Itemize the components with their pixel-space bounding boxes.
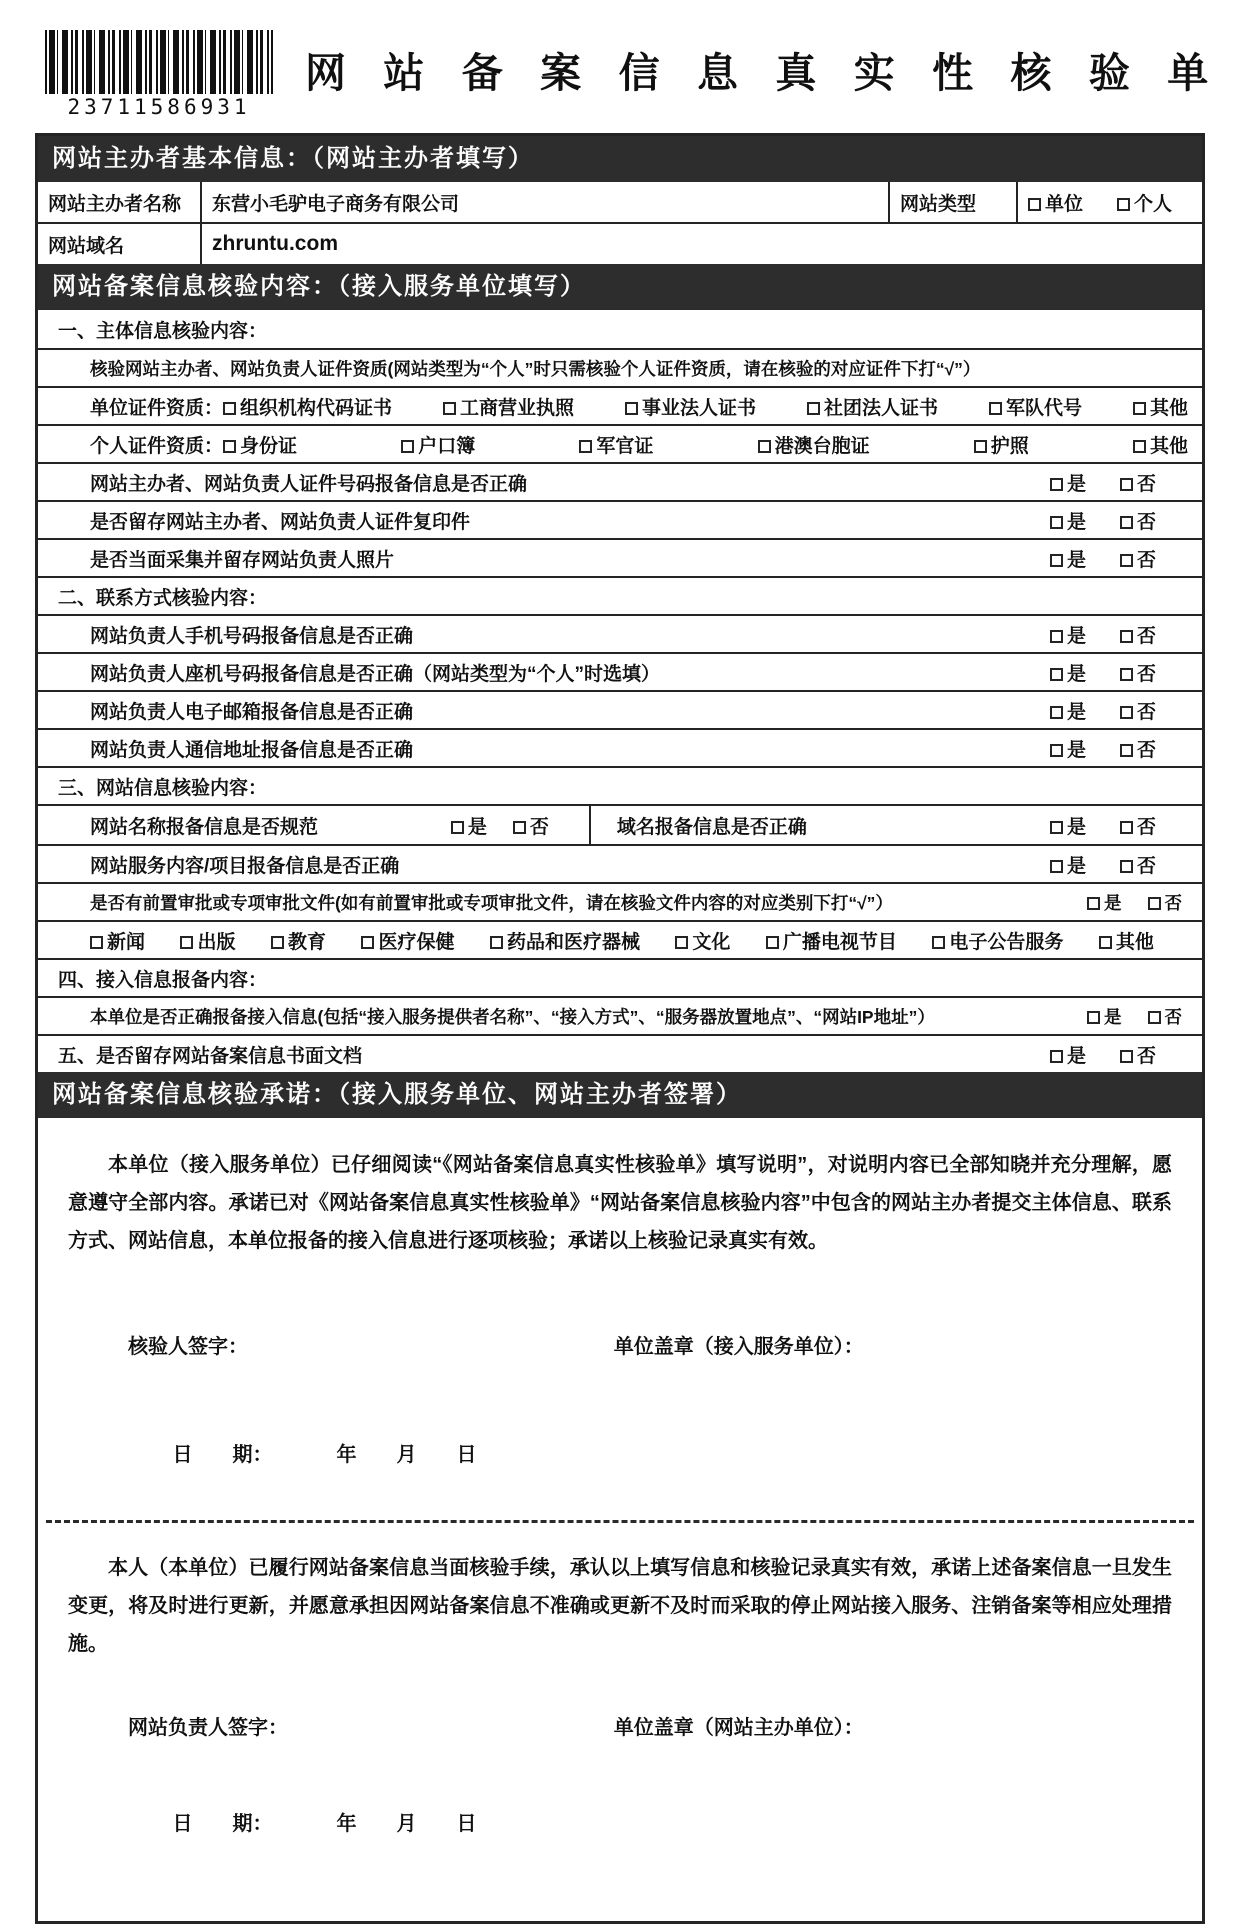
no-checkbox[interactable]: 否 (1148, 890, 1183, 915)
no-checkbox[interactable]: 否 (1120, 659, 1156, 686)
no-checkbox[interactable]: 否 (1120, 621, 1156, 648)
question-row-name-domain (38, 804, 1202, 844)
question-text: 是否有前置审批或专项审批文件(如有前置审批或专项审批文件，请在核验文件内容的对应类别下打“√”） (90, 892, 893, 913)
checkbox-icon[interactable] (1087, 1011, 1100, 1024)
checkbox-icon[interactable] (1120, 744, 1133, 757)
checkbox-icon[interactable] (807, 402, 820, 415)
unit-seal-label-organizer[interactable]: 单位盖章（网站主办单位）： (613, 1717, 864, 1739)
unit-cert-options (223, 393, 1202, 420)
checkbox-icon[interactable] (443, 402, 456, 415)
organizer-name-label: 网站主办者名称 (48, 193, 182, 215)
yes-checkbox[interactable]: 是 (1050, 469, 1086, 496)
question-row-pre-approval (38, 882, 1202, 920)
no-checkbox[interactable]: 否 (1120, 735, 1156, 762)
checkbox-icon[interactable] (1050, 860, 1063, 873)
question-row-address (38, 728, 1202, 766)
approval-option[interactable]: 新闻 (90, 927, 145, 954)
checkbox-icon[interactable] (989, 402, 1002, 415)
section-bar-verify-content: 网站备案信息核验内容：（接入服务单位填写） (38, 264, 1202, 310)
section2-title-row: 二、联系方式核验内容： (38, 576, 1202, 614)
checkbox-icon[interactable] (361, 936, 374, 949)
yes-no-group (1050, 735, 1156, 762)
checkbox-icon[interactable] (1148, 897, 1161, 910)
yes-checkbox[interactable]: 是 (451, 812, 487, 839)
personal-cert-option[interactable]: 户口簿 (401, 431, 475, 458)
signature-row-verifier (68, 1330, 1172, 1359)
unit-cert-option[interactable]: 组织机构代码证书 (223, 393, 392, 420)
checkbox-icon[interactable] (932, 936, 945, 949)
date-ymd[interactable]: 年 月 日 (336, 1444, 477, 1466)
question-row-cert-copy (38, 500, 1202, 538)
approval-option[interactable]: 出版 (180, 927, 235, 954)
unit-cert-label: 单位证件资质： (90, 397, 224, 419)
checkbox-icon[interactable] (1120, 478, 1133, 491)
approval-option[interactable]: 广播电视节目 (766, 927, 897, 954)
verifier-signature-label[interactable]: 核验人签字： (128, 1336, 248, 1358)
responsible-signature-label[interactable]: 网站负责人签字： (128, 1717, 288, 1739)
checkbox-icon[interactable] (1120, 630, 1133, 643)
checkbox-icon[interactable] (490, 936, 503, 949)
site-type-label: 网站类型 (888, 182, 1016, 222)
question-row-landline (38, 652, 1202, 690)
approval-category-row (38, 920, 1202, 958)
personal-cert-option[interactable]: 其他 (1133, 431, 1188, 458)
no-checkbox[interactable]: 否 (1120, 697, 1156, 724)
checkbox-icon[interactable] (271, 936, 284, 949)
question-text: 是否留存网站主办者、网站负责人证件复印件 (90, 511, 471, 533)
barcode-image (45, 30, 273, 94)
checkbox-icon[interactable] (1028, 198, 1041, 211)
yes-no-group (1050, 851, 1156, 878)
personal-cert-row (38, 424, 1202, 462)
site-type-option-unit[interactable]: 单位 (1028, 189, 1083, 216)
yes-checkbox[interactable]: 是 (1087, 1004, 1122, 1029)
barcode-number: 23711586931 (67, 95, 251, 119)
domain-row (38, 222, 1202, 264)
yes-checkbox[interactable]: 是 (1050, 659, 1086, 686)
checkbox-icon[interactable] (1050, 516, 1063, 529)
organizer-name-value[interactable]: 东营小毛驴电子商务有限公司 (200, 182, 888, 222)
question-text: 网站负责人手机号码报备信息是否正确 (90, 625, 414, 647)
checkbox-icon[interactable] (1087, 897, 1100, 910)
approval-option[interactable]: 文化 (675, 927, 730, 954)
date-ymd[interactable]: 年 月 日 (336, 1813, 477, 1835)
checkbox-icon[interactable] (1050, 478, 1063, 491)
checkbox-icon[interactable] (974, 440, 987, 453)
form-title: 网 站 备 案 信 息 真 实 性 核 验 单 (305, 50, 1222, 96)
no-checkbox[interactable]: 否 (1120, 507, 1156, 534)
checkbox-icon[interactable] (625, 402, 638, 415)
date-row-responsible (128, 1784, 1172, 1859)
organizer-row (38, 182, 1202, 222)
yes-no-group (1050, 545, 1156, 572)
question-text: 网站负责人通信地址报备信息是否正确 (90, 739, 414, 761)
checkbox-icon[interactable] (90, 936, 103, 949)
approval-option[interactable]: 医疗保健 (361, 927, 454, 954)
question-cell-domain-correct (591, 806, 1202, 844)
unit-cert-option[interactable]: 其他 (1133, 393, 1188, 420)
unit-cert-option[interactable]: 社团法人证书 (807, 393, 938, 420)
yes-no-group (1087, 890, 1182, 915)
unit-cert-option[interactable]: 军队代号 (989, 393, 1082, 420)
approval-option[interactable]: 电子公告服务 (932, 927, 1063, 954)
date-label[interactable]: 日 期： (172, 1444, 273, 1466)
checkbox-icon[interactable] (223, 440, 236, 453)
question-text: 网站服务内容/项目报备信息是否正确 (90, 855, 400, 877)
checkbox-icon[interactable] (1050, 706, 1063, 719)
no-checkbox[interactable]: 否 (1120, 851, 1156, 878)
checkbox-icon[interactable] (1117, 198, 1130, 211)
unit-cert-option[interactable]: 事业法人证书 (625, 393, 756, 420)
question-text: 网站负责人电子邮箱报备信息是否正确 (90, 701, 414, 723)
checkbox-icon[interactable] (1133, 402, 1146, 415)
checkbox-icon[interactable] (1050, 1050, 1063, 1063)
section-bar-basic-info: 网站主办者基本信息：（网站主办者填写） (38, 136, 1202, 182)
question-text: 网站主办者、网站负责人证件号码报备信息是否正确 (90, 473, 528, 495)
no-checkbox[interactable]: 否 (1120, 812, 1156, 839)
personal-cert-options (223, 431, 1202, 458)
date-label[interactable]: 日 期： (172, 1813, 273, 1835)
approval-option[interactable]: 教育 (271, 927, 326, 954)
approval-option[interactable]: 其他 (1099, 927, 1154, 954)
checkbox-icon[interactable] (1148, 1011, 1161, 1024)
personal-cert-option[interactable]: 港澳台胞证 (758, 431, 870, 458)
yes-no-group (1050, 507, 1156, 534)
yes-checkbox[interactable]: 是 (1050, 621, 1086, 648)
cut-divider (46, 1520, 1194, 1523)
question-text: 五、是否留存网站备案信息书面文档 (58, 1045, 363, 1067)
checkbox-icon[interactable] (1120, 516, 1133, 529)
yes-no-group (1050, 697, 1156, 724)
question-row-access-info (38, 996, 1202, 1034)
commitment-paragraph-isp: 本单位（接入服务单位）已仔细阅读“《网站备案信息真实性核验单》填写说明”，对说明内容已全部知晓并充分理解，愿意遵守全部内容。承诺已对《网站备案信息真实性核验单》“网站备案信息核验内容”中包含的网站主办者提交主体信息、联系方式、网站信息，本单位报备的接入信息进行逐项核验；承诺以上核验记录真实有效。 (68, 1154, 1172, 1252)
question-text: 网站名称报备信息是否规范 (90, 816, 319, 838)
checkbox-icon[interactable] (1120, 1050, 1133, 1063)
no-checkbox[interactable]: 否 (1120, 469, 1156, 496)
verification-form (35, 133, 1205, 1924)
commitment-section (38, 1118, 1202, 1921)
checkbox-icon[interactable] (513, 821, 526, 834)
yes-checkbox[interactable]: 是 (1050, 851, 1086, 878)
question-text: 域名报备信息是否正确 (616, 816, 807, 838)
checkbox-icon[interactable] (1120, 706, 1133, 719)
site-type-option-personal[interactable]: 个人 (1117, 189, 1172, 216)
checkbox-icon[interactable] (1120, 860, 1133, 873)
checkbox-icon[interactable] (1133, 440, 1146, 453)
unit-cert-row (38, 386, 1202, 424)
unit-seal-label-isp[interactable]: 单位盖章（接入服务单位）： (613, 1336, 864, 1358)
signature-row-responsible (68, 1711, 1172, 1740)
no-checkbox[interactable]: 否 (1120, 1041, 1156, 1068)
checkbox-icon[interactable] (766, 936, 779, 949)
approval-category-options (90, 927, 1168, 954)
personal-cert-label: 个人证件资质： (90, 435, 224, 457)
checkbox-icon[interactable] (758, 440, 771, 453)
question-row-photo (38, 538, 1202, 576)
checkbox-icon[interactable] (1120, 821, 1133, 834)
document-content (35, 30, 1222, 1924)
personal-cert-option[interactable]: 身份证 (223, 431, 297, 458)
yes-no-group (1050, 621, 1156, 648)
approval-option[interactable]: 药品和医疗器械 (490, 927, 640, 954)
checkbox-icon[interactable] (579, 440, 592, 453)
question-text: 是否当面采集并留存网站负责人照片 (90, 549, 395, 571)
no-checkbox[interactable]: 否 (1120, 545, 1156, 572)
section3-title-row: 三、网站信息核验内容： (38, 766, 1202, 804)
yes-no-group (1050, 469, 1156, 496)
checkbox-icon[interactable] (1050, 554, 1063, 567)
section5-row-written-docs (38, 1034, 1202, 1072)
personal-cert-option[interactable]: 军官证 (579, 431, 653, 458)
yes-checkbox[interactable]: 是 (1050, 697, 1086, 724)
cert-note-row: 核验网站主办者、网站负责人证件资质(网站类型为“个人”时只需核验个人证件资质，请在核验的对应证件下打“√”） (38, 348, 1202, 386)
unit-cert-option[interactable]: 工商营业执照 (443, 393, 574, 420)
section1-title-row: 一、主体信息核验内容： (58, 320, 268, 342)
no-checkbox[interactable]: 否 (513, 812, 549, 839)
checkbox-icon[interactable] (1099, 936, 1112, 949)
yes-checkbox[interactable]: 是 (1050, 812, 1086, 839)
checkbox-icon[interactable] (1120, 554, 1133, 567)
date-row-verifier (128, 1415, 1172, 1490)
yes-checkbox[interactable]: 是 (1050, 735, 1086, 762)
yes-checkbox[interactable]: 是 (1087, 890, 1122, 915)
checkbox-icon[interactable] (451, 821, 464, 834)
document-header (35, 30, 1222, 119)
question-row-service-content (38, 844, 1202, 882)
section4-title-row: 四、接入信息报备内容： (38, 958, 1202, 996)
checkbox-icon[interactable] (401, 440, 414, 453)
yes-no-group (451, 812, 549, 839)
commitment-paragraph-organizer: 本人（本单位）已履行网站备案信息当面核验手续，承认以上填写信息和核验记录真实有效，承诺上述备案信息一旦发生变更，将及时进行更新，并愿意承担因网站备案信息不准确或更新不及时而采取的停止网站接入服务、注销备案等相应处理措施。 (68, 1557, 1172, 1655)
personal-cert-option[interactable]: 护照 (974, 431, 1029, 458)
question-row-cert-number (38, 462, 1202, 500)
yes-no-group (1087, 1004, 1182, 1029)
yes-checkbox[interactable]: 是 (1050, 545, 1086, 572)
question-text: 网站负责人座机号码报备信息是否正确（网站类型为“个人”时选填） (90, 663, 661, 685)
site-type-options (1016, 182, 1202, 222)
yes-checkbox[interactable]: 是 (1050, 1041, 1086, 1068)
checkbox-icon[interactable] (1050, 821, 1063, 834)
yes-no-group (1050, 659, 1156, 686)
checkbox-icon[interactable] (675, 936, 688, 949)
checkbox-icon[interactable] (180, 936, 193, 949)
checkbox-icon[interactable] (1050, 630, 1063, 643)
domain-label: 网站域名 (48, 235, 125, 257)
checkbox-icon[interactable] (1120, 668, 1133, 681)
yes-checkbox[interactable]: 是 (1050, 507, 1086, 534)
question-text: 本单位是否正确报备接入信息(包括“接入服务提供者名称”、“接入方式”、“服务器放置地点”、“网站IP地址”） (90, 1006, 935, 1027)
domain-value[interactable]: zhruntu.com (200, 224, 1202, 264)
question-row-mobile (38, 614, 1202, 652)
question-cell-site-name (38, 806, 591, 844)
yes-no-group (1050, 812, 1156, 839)
checkbox-icon[interactable] (1050, 744, 1063, 757)
checkbox-icon[interactable] (1050, 668, 1063, 681)
no-checkbox[interactable]: 否 (1148, 1004, 1183, 1029)
yes-no-group (1050, 1041, 1156, 1068)
question-row-email (38, 690, 1202, 728)
section-bar-commitment: 网站备案信息核验承诺：（接入服务单位、网站主办者签署） (38, 1072, 1202, 1118)
checkbox-icon[interactable] (223, 402, 236, 415)
barcode (35, 30, 279, 119)
